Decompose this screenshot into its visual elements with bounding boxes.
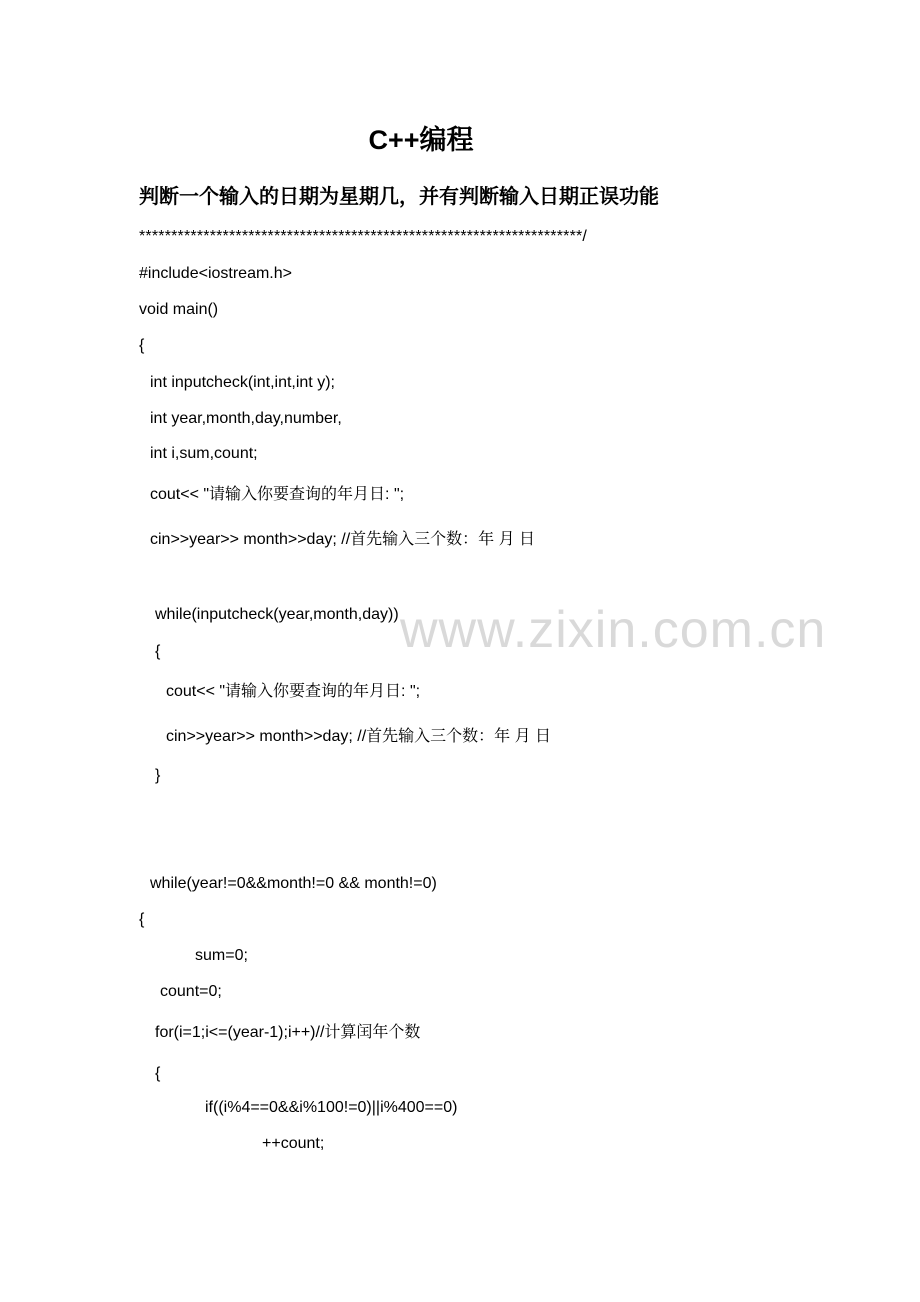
code-line: while(year!=0&&month!=0 && month!=0) [150,875,437,892]
code-line: void main() [139,301,219,318]
code-line: { [139,911,145,928]
code-line: int year,month,day,number, [150,410,342,427]
code-line: count=0; [160,983,222,1000]
code-line: { [139,337,145,354]
document-subtitle: 判断一个输入的日期为星期几，并有判断输入日期正误功能 [139,186,659,208]
code-line: cin>>year>> month>>day; //首先输入三个数：年 月 日 [166,728,552,745]
watermark: www.zixin.com.cn [400,601,827,659]
code-line: cout<< "请输入你要查询的年月日: "; [166,683,421,700]
code-line: sum=0; [195,947,248,964]
code-line: for(i=1;i<=(year-1);i++)//计算闰年个数 [155,1024,421,1041]
code-line: cin>>year>> month>>day; //首先输入三个数：年 月 日 [150,531,536,548]
document-title: C++编程 [368,125,474,155]
code-line: { [155,1065,161,1082]
code-line: cout<< "请输入你要查询的年月日: "; [150,486,405,503]
separator-line: *********************************************************************/ [139,228,588,245]
code-line: #include<iostream.h> [139,265,292,282]
code-line: { [155,643,161,660]
code-line: while(inputcheck(year,month,day)) [155,606,399,623]
code-line: int i,sum,count; [150,445,258,462]
code-line: } [155,767,161,784]
code-line: if((i%4==0&&i%100!=0)||i%400==0) [205,1099,458,1116]
code-line: ++count; [262,1135,325,1152]
code-line: int inputcheck(int,int,int y); [150,374,335,391]
